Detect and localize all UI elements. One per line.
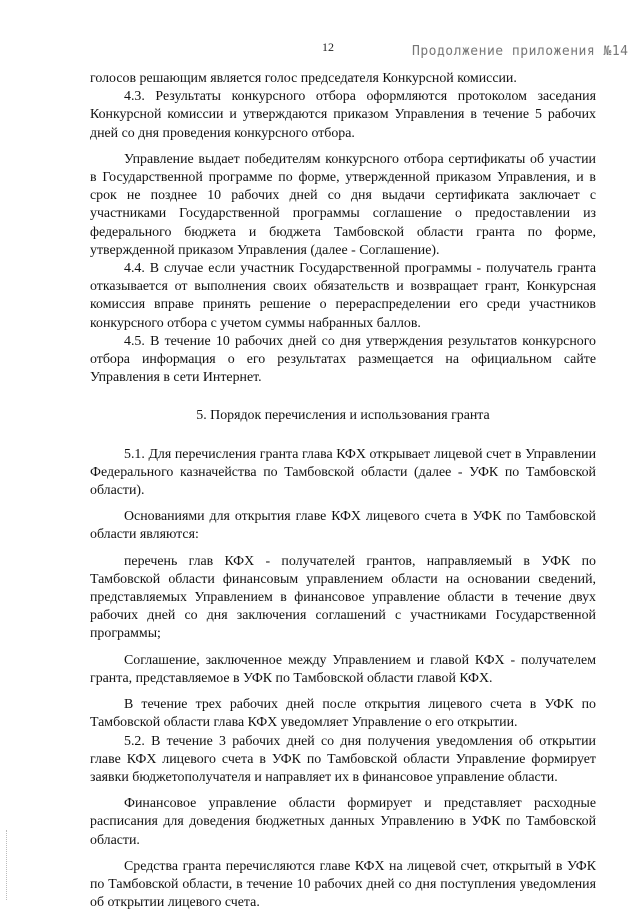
paragraph: Соглашение, заключенное между Управлением и главой КФХ - получателем гранта, представляемое в УФК по Тамбовской области главой КФХ. [90,652,596,686]
paragraph: голосов решающим является голос председателя Конкурсной комиссии. [90,71,517,86]
paragraph: 4.4. В случае если участник Государственной программы - получатель гранта отказывается от выполнения своих обязательств и возвращает грант, Конкурсная комиссия вправе принять решение о перераспределении его среди участников конкурсного отбора с учетом суммы набранных баллов. [90,261,596,331]
paragraph: перечень глав КФХ - получателей грантов, направляемый в УФК по Тамбовской области финансовым управлением области на основании сведений, представляемых Управлением в финансовое управление области в течение двух рабочих дней со дня заключения соглашений с участниками Государственной программы; [90,553,596,642]
paragraph: 5.1. Для перечисления гранта глава КФХ открывает лицевой счет в Управлении Федерального казначейства по Тамбовской области (далее - УФК по Тамбовской области). [90,446,596,499]
appendix-stamp: Продолжение приложения №14 [412,44,629,59]
paragraph: Основаниями для открытия главе КФХ лицевого счета в УФК по Тамбовской области являются: [90,509,596,543]
section-heading: 5. Порядок перечисления и использования гранта [196,408,490,424]
paragraph: 5.2. В течение 3 рабочих дней со дня получения уведомления об открытии главе КФХ лицевого счета в УФК по Тамбовской области Управление формирует заявки бюджетополучателя и направляет их в финансовое управление области. [90,733,596,785]
paragraph: Управление выдает победителям конкурсного отбора сертификаты об участии в Государственной программе по форме, утвержденной приказом Управления, и в срок не позднее 10 рабочих дней со дня выдачи сертификата заключает с участниками Государственной программы соглашение о предоставлении из федерального бюджета и бюджета Тамбовской области гранта по форме, утвержденной приказом Управления (далее - Соглашение). [90,151,596,258]
scan-edge-mark [6,830,9,900]
paragraph: Финансовое управление области формирует и представляет расходные расписания для доведения бюджетных данных Управлению в УФК по Тамбовской области. [90,796,596,848]
paragraph: В течение трех рабочих дней после открытия лицевого счета в УФК по Тамбовской области глава КФХ уведомляет Управление о его открытии. [90,697,596,731]
paragraph: 4.5. В течение 10 рабочих дней со дня утверждения результатов конкурсного отбора информация о его результатах размещается на официальном сайте Управления в сети Интернет. [90,333,596,386]
paragraph: 4.3. Результаты конкурсного отбора оформляются протоколом заседания Конкурсной комиссии и утверждаются приказом Управления в течение 5 рабочих дней со дня проведения конкурсного отбора. [90,89,596,141]
document-body [90,70,596,912]
page-number: 12 [322,40,334,54]
paragraph: Средства гранта перечисляются главе КФХ на лицевой счет, открытый в УФК по Тамбовской области, в течение 10 рабочих дней со дня поступления уведомления об открытии лицевого счета. [90,858,596,911]
